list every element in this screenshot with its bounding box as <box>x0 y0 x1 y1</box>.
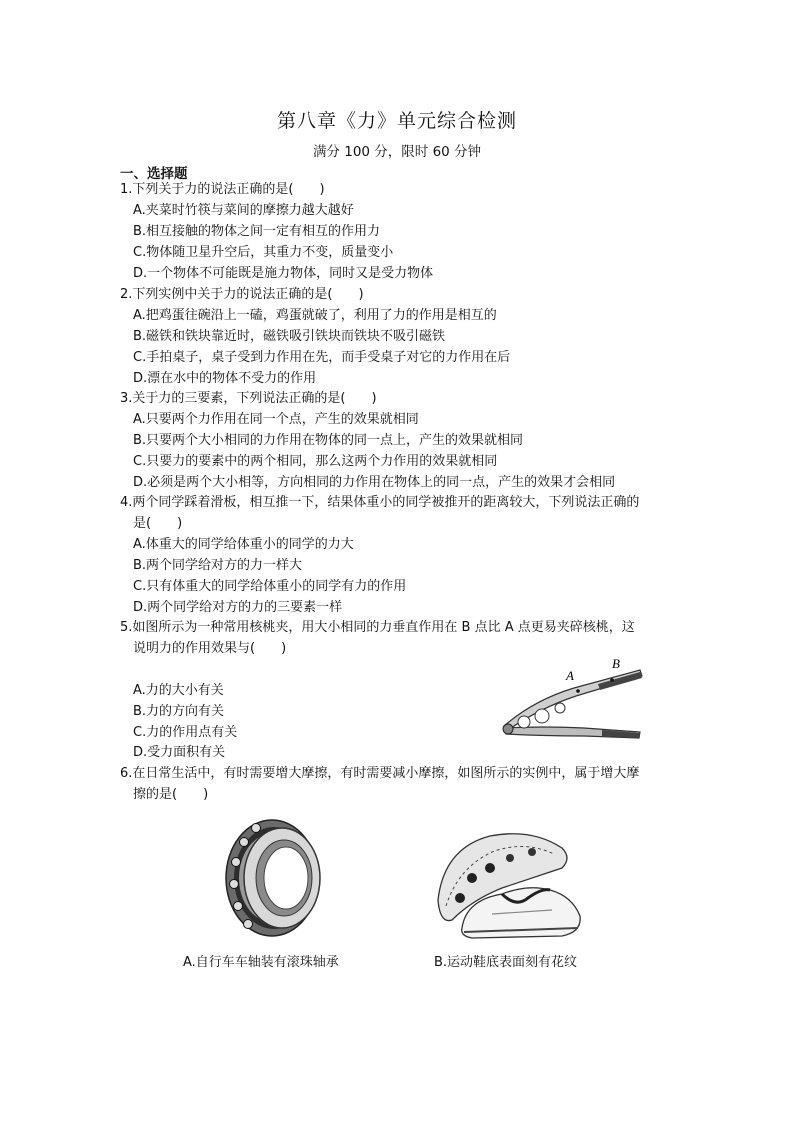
question-4-option-a[interactable]: A.体重大的同学给体重小的同学的力大 <box>133 537 354 552</box>
question-2-option-d[interactable]: D.漂在水中的物体不受力的作用 <box>133 371 317 386</box>
question-2-option-c[interactable]: C.手拍桌子，桌子受到力作用在先，而手受桌子对它的力作用在后 <box>133 350 511 365</box>
figure-caption-a[interactable]: A.自行车车轴装有滚珠轴承 <box>183 955 339 970</box>
question-2-option-a[interactable]: A.把鸡蛋往碗沿上一磕，鸡蛋就破了，利用了力的作用是相互的 <box>133 308 497 323</box>
question-3-option-d[interactable]: D.必须是两个大小相等，方向相同的力作用在物体上的同一点，产生的效果才会相同 <box>133 475 616 490</box>
question-1-option-b[interactable]: B.相互接触的物体之间一定有相互的作用力 <box>133 224 381 239</box>
running-shoe-figure <box>432 828 584 942</box>
question-2-stem: 2.下列实例中关于力的说法正确的是( ) <box>120 287 364 302</box>
ball-bearing-figure <box>214 812 340 942</box>
question-5-option-c[interactable]: C.力的作用点有关 <box>133 725 238 740</box>
nutcracker-figure <box>494 656 644 744</box>
question-5-option-b[interactable]: B.力的方向有关 <box>133 704 225 719</box>
question-6-stem: 6.在日常生活中，有时需要增大摩擦，有时需要减小摩擦，如图所示的实例中，属于增大摩 <box>120 766 640 781</box>
figure-caption-b[interactable]: B.运动鞋底表面刻有花纹 <box>434 955 578 970</box>
question-3-option-c[interactable]: C.只要力的要素中的两个相同，那么这两个力作用的效果就相同 <box>133 454 498 469</box>
question-5-option-d[interactable]: D.受力面积有关 <box>133 745 226 760</box>
question-3-option-b[interactable]: B.只要两个大小相同的力作用在物体的同一点上，产生的效果就相同 <box>133 433 524 448</box>
question-6-stem-continued: 擦的是( ) <box>133 787 209 802</box>
page-title: 第八章《力》单元综合检测 <box>276 110 517 132</box>
page-subtitle: 满分 100 分，限时 60 分钟 <box>312 144 482 160</box>
question-1-option-a[interactable]: A.夹菜时竹筷与菜间的摩擦力越大越好 <box>133 203 354 218</box>
question-4-option-b[interactable]: B.两个同学给对方的力一样大 <box>133 558 303 573</box>
question-3-option-a[interactable]: A.只要两个力作用在同一个点，产生的效果就相同 <box>133 412 419 427</box>
point-a-label: A <box>566 668 574 683</box>
section-title: 一、选择题 <box>120 166 188 182</box>
question-2-option-b[interactable]: B.磁铁和铁块靠近时，磁铁吸引铁块而铁块不吸引磁铁 <box>133 329 446 344</box>
question-1-option-d[interactable]: D.一个物体不可能既是施力物体，同时又是受力物体 <box>133 266 434 281</box>
question-5-stem-continued: 说明力的作用效果与( ) <box>133 641 287 656</box>
question-5-stem: 5.如图所示为一种常用核桃夹，用大小相同的力垂直作用在 B 点比 A 点更易夹碎核桃，这 <box>120 620 635 635</box>
question-1-stem: 1.下列关于力的说法正确的是( ) <box>120 182 325 197</box>
question-4-stem-continued: 是( ) <box>133 516 183 531</box>
question-4-option-c[interactable]: C.只有体重大的同学给体重小的同学有力的作用 <box>133 579 407 594</box>
point-b-label: B <box>612 656 620 671</box>
question-5-option-a[interactable]: A.力的大小有关 <box>133 683 224 698</box>
question-4-stem: 4.两个同学踩着滑板，相互推一下，结果体重小的同学被推开的距离较大，下列说法正确的 <box>120 495 640 510</box>
question-4-option-d[interactable]: D.两个同学给对方的力的三要素一样 <box>133 600 343 615</box>
question-3-stem: 3.关于力的三要素，下列说法正确的是( ) <box>120 391 377 406</box>
question-1-option-c[interactable]: C.物体随卫星升空后，其重力不变，质量变小 <box>133 245 394 260</box>
